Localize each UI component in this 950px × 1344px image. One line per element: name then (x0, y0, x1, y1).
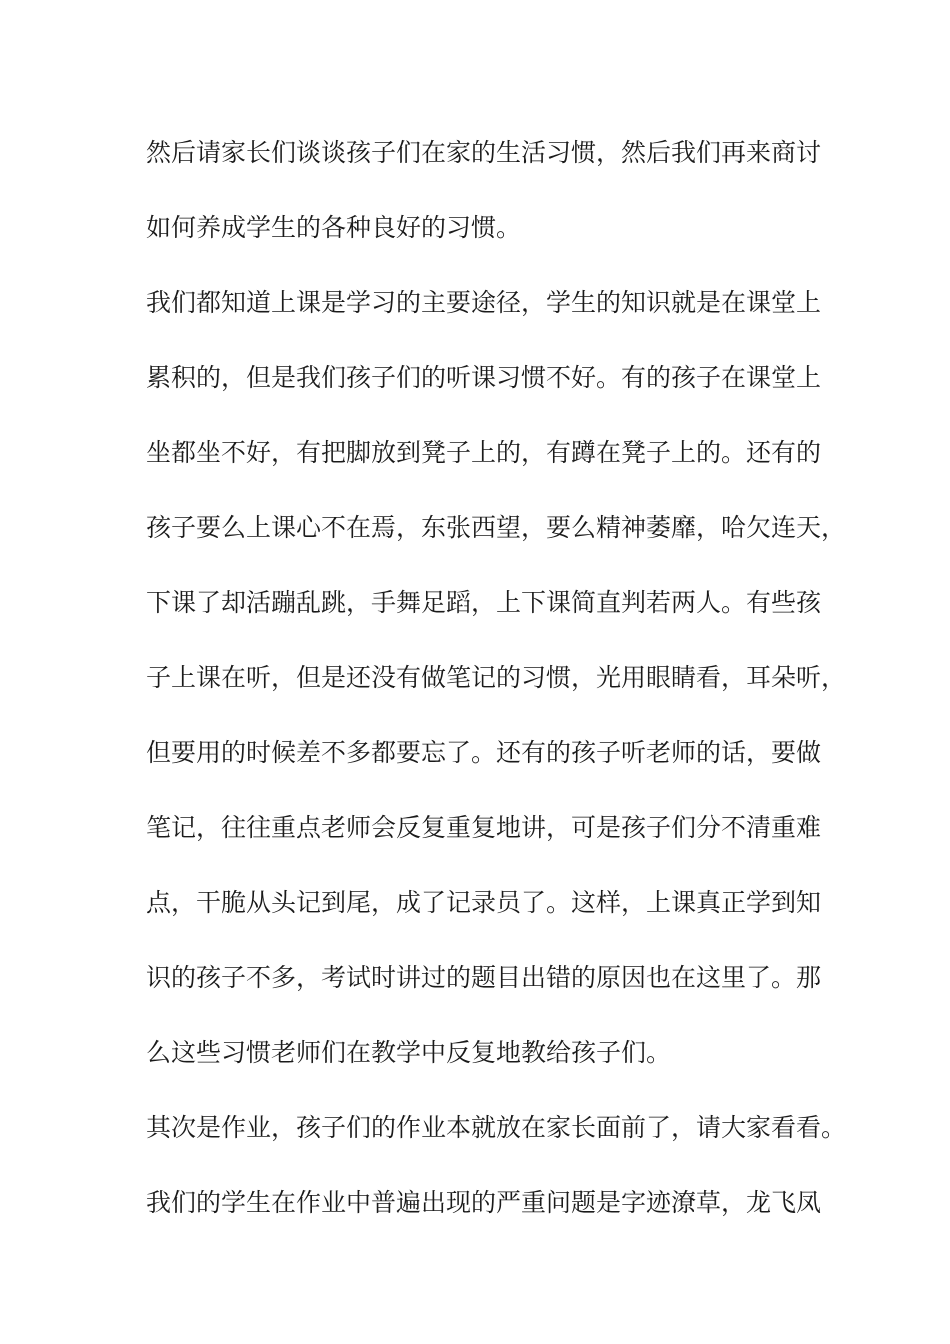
text-line: 孩子要么上课心不在焉，东张西望，要么精神萎靡，哈欠连天， (146, 513, 847, 542)
text-line: 坐都坐不好，有把脚放到凳子上的，有蹲在凳子上的。还有的 (146, 438, 822, 467)
text-line: 下课了却活蹦乱跳，手舞足蹈，上下课简直判若两人。有些孩 (146, 588, 822, 617)
text-line: 笔记，往往重点老师会反复重复地讲，可是孩子们分不清重难 (146, 813, 822, 842)
text-line: 但要用的时候差不多都要忘了。还有的孩子听老师的话，要做 (146, 738, 822, 767)
text-line: 点，干脆从头记到尾，成了记录员了。这样，上课真正学到知 (146, 888, 822, 917)
text-line: 我们的学生在作业中普遍出现的严重问题是字迹潦草，龙飞凤 (146, 1188, 822, 1217)
text-line: 子上课在听，但是还没有做笔记的习惯，光用眼睛看，耳朵听， (146, 663, 847, 692)
text-line: 然后请家长们谈谈孩子们在家的生活习惯，然后我们再来商讨 (146, 138, 822, 167)
text-line: 识的孩子不多，考试时讲过的题目出错的原因也在这里了。那 (146, 963, 822, 992)
text-line: 么这些习惯老师们在教学中反复地教给孩子们。 (146, 1038, 672, 1067)
text-line: 如何养成学生的各种良好的习惯。 (146, 213, 522, 242)
text-line: 我们都知道上课是学习的主要途径，学生的知识就是在课堂上 (146, 288, 822, 317)
text-line: 累积的，但是我们孩子们的听课习惯不好。有的孩子在课堂上 (146, 363, 822, 392)
text-line: 其次是作业，孩子们的作业本就放在家长面前了，请大家看看。 (146, 1113, 847, 1142)
